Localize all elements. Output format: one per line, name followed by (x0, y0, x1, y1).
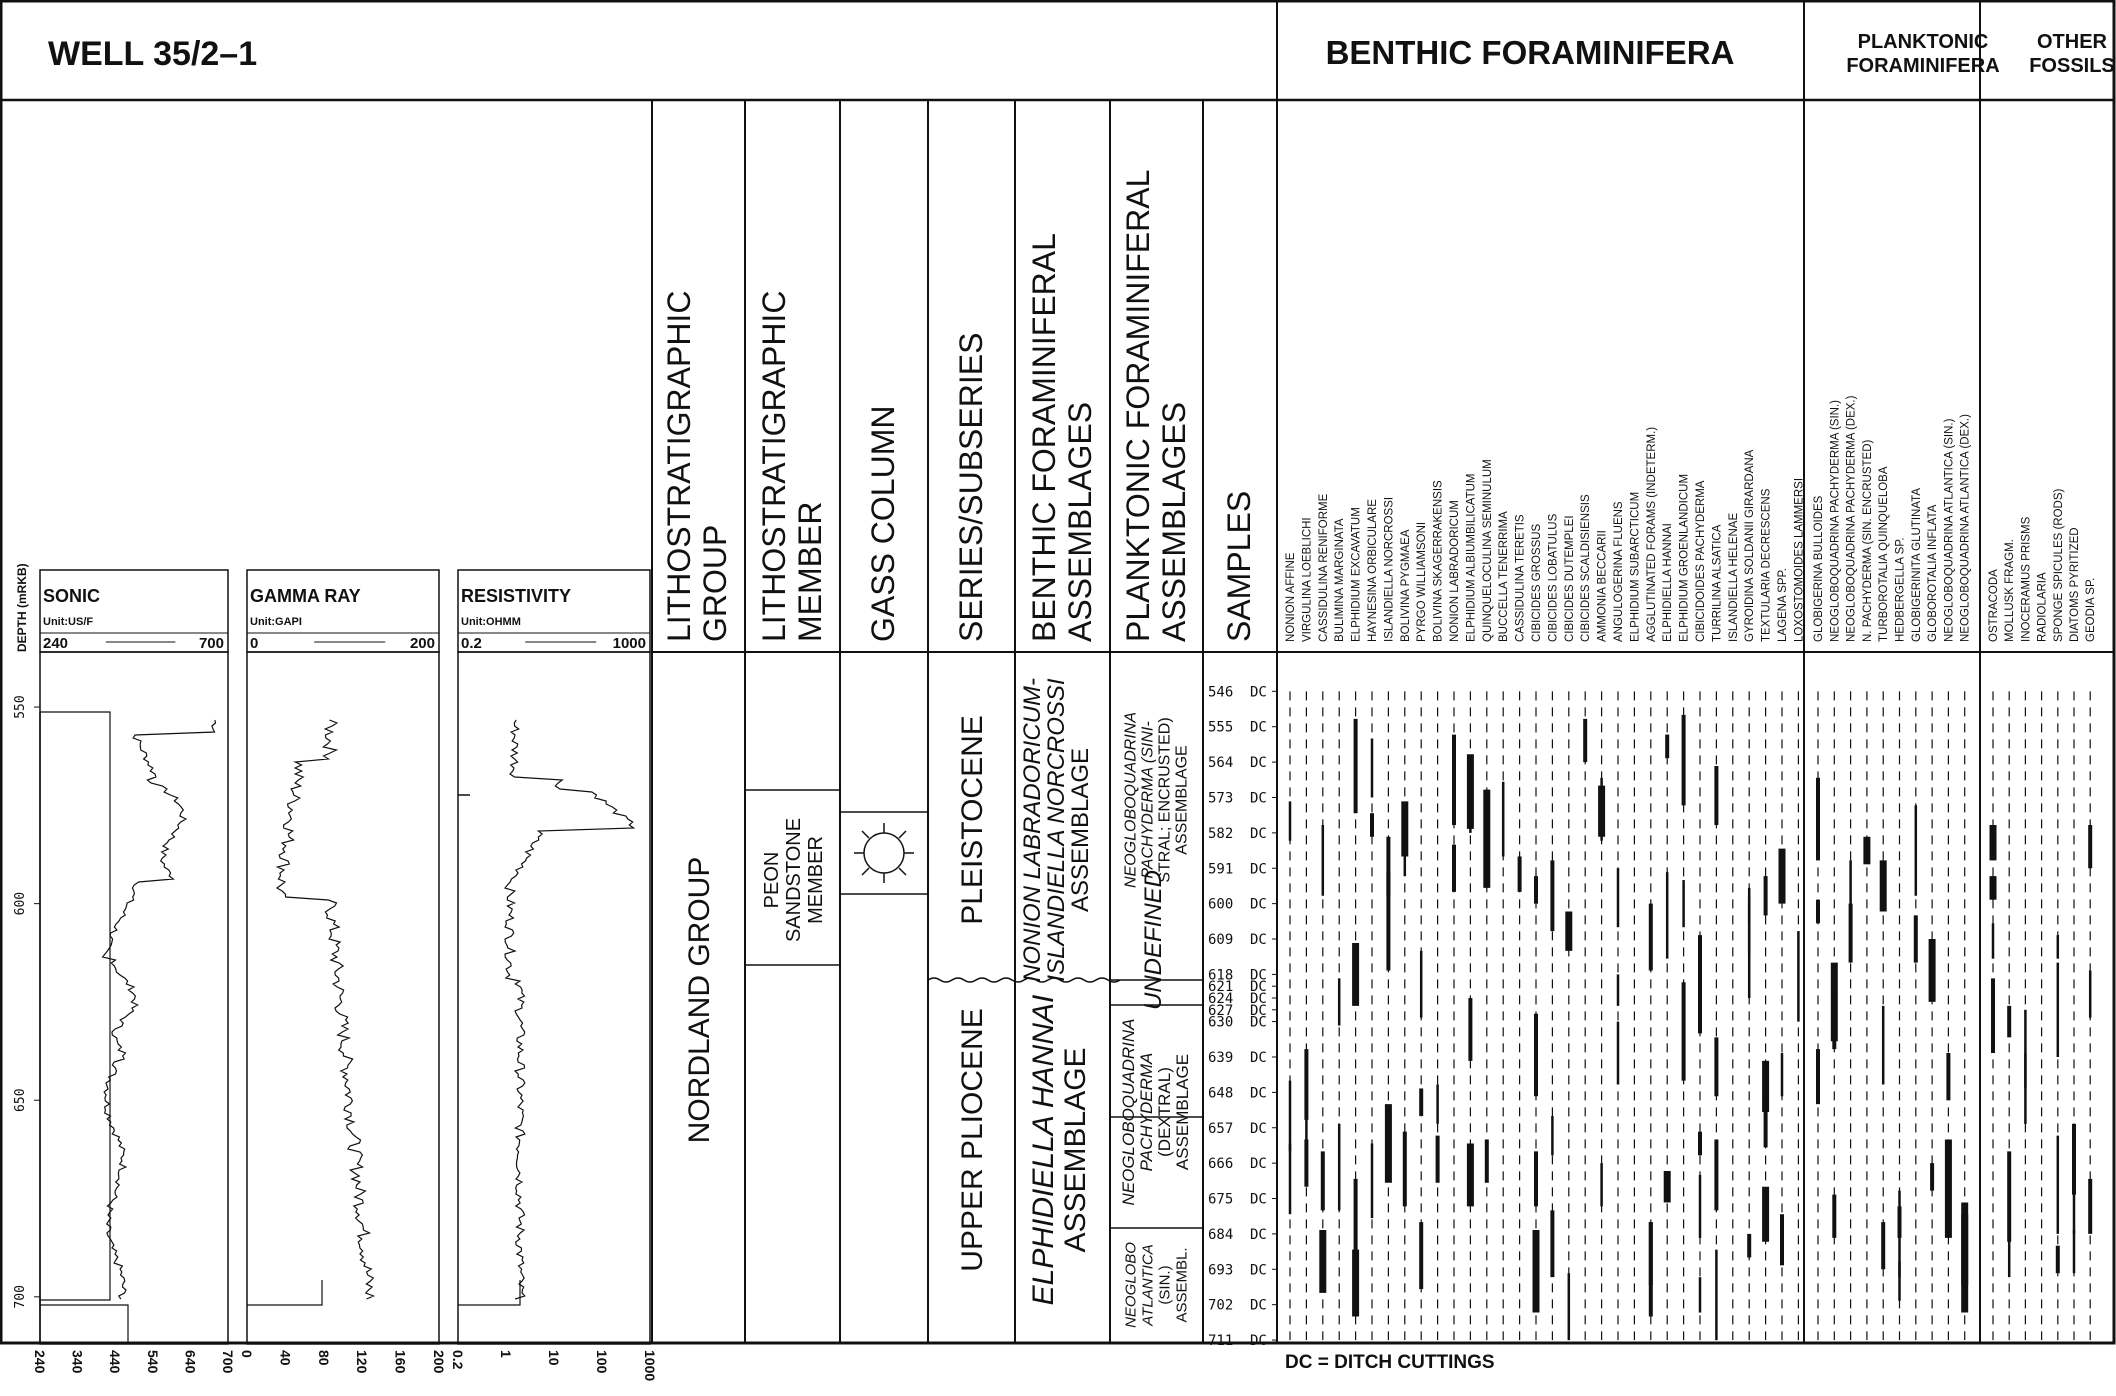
log-tick-label: 340 (69, 1350, 86, 1374)
ditch-cuttings-caption: DC = DITCH CUTTINGS (1285, 1352, 1495, 1373)
log-scale-min: 240 (43, 635, 69, 652)
gas-sun-ray (862, 831, 869, 838)
log-name: GAMMA RAY (250, 586, 361, 606)
sample-type: DC (1250, 1191, 1267, 1208)
gas-sun-ray (862, 868, 869, 875)
benthic-species-label: LOXOSTOMOIDES LAMMERSI (1793, 477, 1806, 642)
log-scale-max: 700 (198, 635, 224, 652)
log-tick-label: 200 (431, 1350, 447, 1374)
benthic-species-label: ELPHIDIUM SUBARCTICUM (1629, 491, 1642, 642)
sample-depth: 609 (1208, 932, 1234, 949)
log-scale-max: 1000 (612, 635, 646, 652)
sample-depth: 711 (1208, 1333, 1234, 1350)
sample-depth: 621 (1208, 979, 1234, 996)
sample-depth: 666 (1208, 1156, 1234, 1173)
benthic-lower-label: ELPHIDIELLA HANNAI (1027, 994, 1060, 1306)
depth-tick-label: 600 (13, 891, 28, 916)
plankton-zone-label: ASSEMBLAGE (1173, 1053, 1192, 1171)
sample-depth: 684 (1208, 1226, 1234, 1243)
sample-type: DC (1250, 1297, 1267, 1314)
other-species-label: RADIOLARIA (2036, 572, 2049, 642)
sample-type: DC (1250, 896, 1267, 913)
log-tick-label: 1 (498, 1350, 514, 1358)
sample-type: DC (1250, 825, 1267, 842)
plankton-zone-label: PACHYDERMA (SINI- (1139, 721, 1157, 879)
log-track-box (458, 652, 650, 1344)
benthic-species-label: ELPHIDIUM ALBIUMBILICATUM (1465, 473, 1478, 642)
benthic-species-label: CIBICIDES LOBATULUS (1547, 513, 1560, 642)
log-unit: Unit:US/F (43, 616, 94, 628)
benthic-species-label: CIBICIDES GROSSUS (1531, 523, 1543, 642)
sample-depth: 564 (1208, 755, 1234, 772)
column-header-text: GASS COLUMN (865, 405, 901, 642)
benthic-upper-label: NONION LABRADORICUM- (1019, 677, 1046, 983)
log-tick-label: 240 (32, 1350, 48, 1374)
other-title-1: OTHER (2037, 31, 2107, 53)
plankton-zone-label: ASSEMBLAGE (1173, 745, 1191, 855)
log-tick-label: 440 (107, 1350, 124, 1374)
planktonic-species-label: GLOBOROTALIA INFLATA (1927, 504, 1940, 642)
plankton-zone-label: NEOGLOBOQUADRINA (1119, 1018, 1138, 1206)
planktonic-species-label: NEOGLOBOQUADRINA PACHYDERMA (DEX.) (1845, 395, 1858, 642)
gamma-curve (277, 720, 374, 1299)
benthic-species-label: VIRGULINA LOEBLICHI (1301, 517, 1314, 642)
plankton-zone-label: (SIN.) (1156, 1265, 1174, 1305)
benthic-species-label: AMMONIA BECCARII (1596, 530, 1609, 642)
benthic-species-label: AGGLUTINATED FORAMS (INDETERM.) (1645, 426, 1658, 642)
group-zone-label: NORDLAND GROUP (683, 856, 716, 1144)
planktonic-species-label: GLOBIGERINA BULLOIDES (1813, 495, 1825, 642)
sample-depth: 675 (1208, 1191, 1234, 1208)
benthic-species-label: LAGENA SPP. (1777, 568, 1789, 642)
other-species-label: MOLLUSK FRAGM. (2004, 539, 2017, 642)
benthic-species-label: ISLANDIELLA NORCROSSI (1383, 496, 1396, 642)
column-header-text: LITHOSTRATIGRAPHIC (661, 290, 697, 642)
benthic-species-label: ELPHIDIUM GROENLANDICUM (1678, 473, 1691, 642)
sample-depth: 639 (1208, 1049, 1234, 1066)
benthic-species-label: NONION LABRADORICUM (1449, 500, 1461, 642)
benthic-species-label: ISLANDIELLA HELENAE (1727, 512, 1740, 642)
benthic-species-label: PYRGO WILLIAMSONI (1416, 521, 1429, 642)
benthic-species-label: BULIMINA MARGINATA (1334, 518, 1347, 642)
plankton-zone-label: NEOGLOBO (1122, 1242, 1140, 1328)
depth-axis-label: DEPTH (mRKB) (15, 563, 29, 652)
sonic-base (40, 712, 128, 1343)
sample-type: DC (1250, 1226, 1267, 1243)
benthic-species-label: GYROIDINA SOLDANII GIRARDANA (1744, 449, 1757, 642)
planktonic-species-label: GLOBIGERINITA GLUTINATA (1910, 488, 1923, 642)
log-tick-label: 100 (594, 1350, 610, 1374)
log-name: SONIC (43, 586, 101, 606)
resistivity-base (458, 1280, 520, 1305)
sample-depth: 627 (1208, 1002, 1234, 1019)
column-header-text: ASSEMBLAGES (1062, 401, 1098, 642)
benthic-species-label: CIBICIDES SCALDISIENSIS (1580, 494, 1593, 642)
gas-sun-ray (899, 831, 906, 838)
benthic-lower-label: ASSEMBLAGE (1059, 1047, 1092, 1253)
sample-depth: 591 (1208, 861, 1234, 878)
planktonic-species-label: HEDBERGELLA SP. (1894, 537, 1907, 642)
benthic-species-label: BUCCELLA TENERRIMA (1498, 511, 1511, 642)
log-scale-min: 0.2 (461, 635, 482, 652)
sample-type: DC (1250, 991, 1267, 1007)
planktonic-title-2: FORAMINIFERA (1846, 55, 2000, 77)
plankton-zone-label: NEOGLOBOQUADRINA (1122, 711, 1140, 889)
sample-depth: 600 (1208, 896, 1234, 913)
benthic-species-label: BOLIVINA SKAGERRAKENSIS (1432, 480, 1445, 642)
log-scale-max: 200 (409, 635, 435, 652)
sample-depth: 657 (1208, 1120, 1234, 1137)
species-headers (1285, 395, 2097, 642)
benthic-species-label: TEXTULARIA DECRESCENS (1760, 488, 1773, 642)
log-tick-label: 700 (220, 1350, 236, 1374)
benthic-species-label: CIBICIDES DUTEMPLEI (1563, 515, 1576, 642)
planktonic-species-label: NEOGLOBOQUADRINA ATLANTICA (DEX.) (1959, 414, 1972, 642)
column-header-text: PLANKTONIC FORAMINIFERAL (1120, 169, 1156, 642)
sample-type: DC (1250, 719, 1267, 736)
benthic-species-label: CASSIDULINA TERETIS (1514, 514, 1527, 642)
other-species-label: INOCERAMUS PRISMS (2020, 516, 2033, 642)
sample-depth: 648 (1208, 1085, 1234, 1102)
sample-type: DC (1250, 1120, 1267, 1137)
plankton-zone-label: STRAL; ENCRUSTED) (1156, 717, 1174, 883)
benthic-upper-label: ASSEMBLAGE (1067, 747, 1094, 913)
planktonic-title-1: PLANKTONIC (1857, 31, 1989, 53)
log-unit: Unit:OHMM (461, 616, 521, 628)
member-label: MEMBER (805, 836, 827, 924)
sample-type: DC (1250, 755, 1267, 772)
column-header-text: MEMBER (792, 501, 828, 642)
benthic-title: BENTHIC FORAMINIFERA (1325, 34, 1735, 71)
planktonic-species-label: N. PACHYDERMA (SIN. ENCRUSTED) (1861, 439, 1874, 642)
sample-type: DC (1250, 1262, 1267, 1279)
other-title-2: FOSSILS (2029, 55, 2115, 77)
sample-depth: 624 (1208, 991, 1234, 1007)
log-tick-label: 540 (144, 1350, 161, 1374)
sample-type: DC (1250, 861, 1267, 878)
log-tick-label: 0 (239, 1350, 255, 1358)
benthic-species-label: TURRILINA ALSATICA (1711, 524, 1724, 642)
series-lower-label: UPPER PLIOCENE (956, 1008, 989, 1272)
sample-depth: 573 (1208, 790, 1234, 807)
sample-type: DC (1250, 1049, 1267, 1066)
sample-type: DC (1250, 979, 1267, 996)
planktonic-species-label: TURBOROTALIA QUINQUELOBA (1878, 466, 1891, 642)
log-tick-label: 80 (315, 1350, 332, 1366)
plankton-zone-label: PACHYDERMA (1137, 1052, 1156, 1172)
other-species-label: OSTRACODA (1988, 569, 2000, 642)
gas-sun-icon (864, 833, 904, 873)
sample-depth: 702 (1208, 1297, 1234, 1314)
column-header-text: SAMPLES (1221, 490, 1257, 642)
benthic-species-label: ANGULOGERINA FLUENS (1613, 501, 1625, 642)
benthic-species-label: CASSIDULINA RENIFORME (1317, 493, 1330, 642)
benthic-species-label: HAYNESINA ORBICULARE (1367, 499, 1379, 642)
log-track-box (247, 652, 439, 1344)
sample-type: DC (1250, 1156, 1267, 1173)
sample-depth: 618 (1208, 967, 1234, 984)
member-label: PEON (761, 851, 783, 909)
benthic-species-label: QUINQUELOCULINA SEMINULUM (1481, 459, 1494, 642)
log-tick-label: 0.2 (450, 1350, 466, 1370)
sample-type: DC (1250, 790, 1267, 807)
plankton-zone-label: (DEXTRAL) (1155, 1067, 1174, 1157)
sample-depth: 582 (1208, 825, 1234, 842)
benthic-species-label: ELPHIDIELLA HANNAI (1662, 523, 1675, 642)
samples-column (1208, 684, 1277, 1349)
sample-type: DC (1250, 1333, 1267, 1350)
plankton-zone-label: ATLANTICA (1139, 1244, 1157, 1326)
depth-tick-label: 700 (13, 1285, 28, 1309)
log-tick-label: 40 (277, 1350, 294, 1366)
other-species-label: SPONGE SPICULES (RODS) (2052, 488, 2065, 642)
log-tick-label: 640 (182, 1350, 199, 1374)
log-name: RESISTIVITY (461, 586, 572, 606)
depth-tick-label: 650 (13, 1088, 28, 1112)
log-scale-min: 0 (250, 635, 259, 652)
plankton-zone-label: UNDEFINED (1140, 869, 1167, 1011)
member-label: SANDSTONE (783, 817, 805, 943)
planktonic-species-label: NEOGLOBOQUADRINA PACHYDERMA (SIN.) (1829, 400, 1842, 642)
other-species-label: GEODIA SP. (2085, 577, 2098, 642)
benthic-species-label: CIBICIDOIDES PACHYDERMA (1695, 480, 1707, 642)
sample-depth: 555 (1208, 719, 1234, 736)
sample-depth: 630 (1208, 1014, 1234, 1031)
gamma-base (247, 1280, 322, 1305)
log-tick-label: 120 (354, 1350, 371, 1374)
plankton-zone-label: ASSEMBL. (1173, 1247, 1191, 1323)
benthic-species-label: NONION AFFINE (1285, 552, 1297, 642)
log-tick-label: 10 (546, 1350, 562, 1366)
depth-axis (13, 563, 40, 1308)
resistivity-curve (505, 720, 634, 1299)
column-header-text: BENTHIC FORAMINIFERAL (1026, 233, 1062, 642)
series-upper-label: PLEISTOCENE (956, 715, 989, 925)
sample-type: DC (1250, 967, 1267, 984)
gas-sun-ray (899, 868, 906, 875)
sample-type: DC (1250, 684, 1267, 701)
column-header-text: ASSEMBLAGES (1156, 401, 1192, 642)
benthic-species-label: BOLIVINA PYGMAEA (1399, 529, 1412, 642)
column-header-text: LITHOSTRATIGRAPHIC (756, 290, 792, 642)
log-tick-label: 1000 (642, 1350, 658, 1382)
log-track-box (40, 652, 228, 1344)
benthic-species-label: ELPHIDIUM EXCAVATUM (1350, 507, 1363, 642)
range-lines (1290, 691, 2090, 1340)
log-tick-label: 160 (392, 1350, 409, 1374)
planktonic-species-label: NEOGLOBOQUADRINA ATLANTICA (SIN.) (1943, 418, 1956, 642)
benthic-upper-label: ISLANDIELLA NORCROSSI (1043, 678, 1070, 982)
sample-type: DC (1250, 1002, 1267, 1019)
well-title: WELL 35/2–1 (48, 35, 258, 73)
sample-depth: 546 (1208, 684, 1234, 701)
column-header-text: SERIES/SUBSERIES (953, 332, 989, 642)
sample-type: DC (1250, 1014, 1267, 1031)
other-species-label: DIATOMS PYRITIZED (2069, 527, 2081, 642)
log-unit: Unit:GAPI (250, 616, 302, 628)
sample-type: DC (1250, 932, 1267, 949)
column-header-text: GROUP (697, 524, 733, 642)
sample-type: DC (1250, 1085, 1267, 1102)
depth-tick-label: 550 (13, 695, 28, 719)
zone-columns (683, 678, 1203, 1328)
log-tracks (32, 570, 658, 1381)
sonic-curve (103, 720, 216, 1299)
sample-depth: 693 (1208, 1262, 1234, 1279)
column-headers (661, 170, 1257, 642)
